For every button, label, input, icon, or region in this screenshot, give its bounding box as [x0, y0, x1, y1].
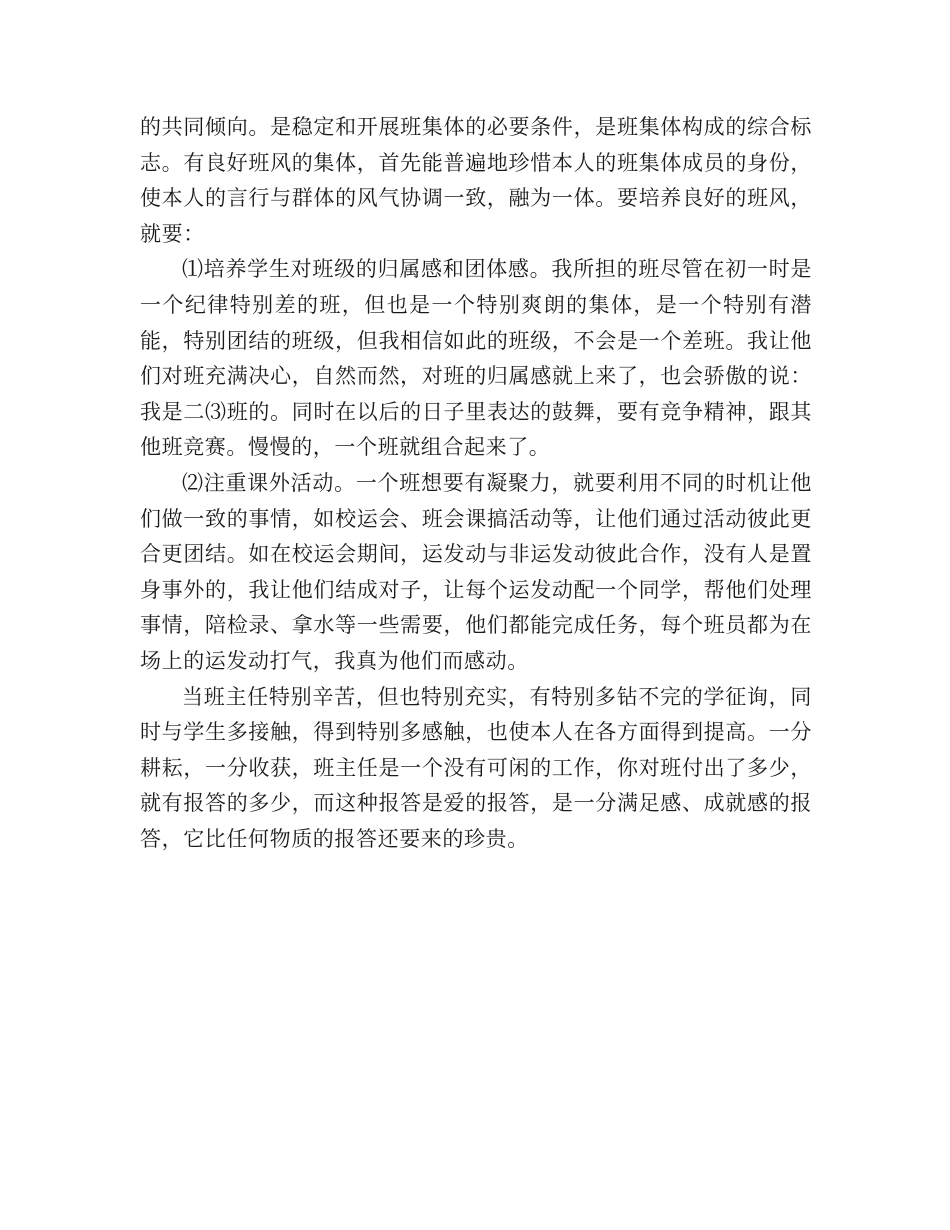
paragraph-conclusion: 当班主任特别辛苦，但也特别充实，有特别多钻不完的学征询，同时与学生多接触，得到特别多感触，也使本人在各方面得到提高。一分耕耘，一分收获，班主任是一个没有可闲的工作，你对班付出了多少，就有报答的多少，而这种报答是爱的报答，是一分满足感、成就感的报答，它比任何物质的报答还要来的珍贵。 [140, 684, 812, 851]
paragraph-extracurricular: ⑵注重课外活动。一个班想要有凝聚力，就要利用不同的时机让他们做一致的事情，如校运会、班会课搞活动等，让他们通过活动彼此更合更团结。如在校运会期间，运发动与非运发动彼此合作，没有人是置身事外的，我让他们结成对子，让每个运发动配一个同学，帮他们处理事情，陪检录、拿水等一些需要，他们都能完成任务，每个班员都为在场上的运发动打气，我真为他们而感动。 [140, 470, 812, 673]
paragraph-class-style-intro: 的共同倾向。是稳定和开展班集体的必要条件，是班集体构成的综合标志。有良好班风的集体，首先能普遍地珍惜本人的班集体成员的身份，使本人的言行与群体的风气协调一致，融为一体。要培养良好的班风，就要： [140, 115, 812, 246]
document-body [140, 110, 812, 857]
paragraph-belonging: ⑴培养学生对班级的归属感和团体感。我所担的班尽管在初一时是一个纪律特别差的班，但也是一个特别爽朗的集体，是一个特别有潜能，特别团结的班级，但我相信如此的班级，不会是一个差班。我让他们对班充满决心，自然而然，对班的归属感就上来了，也会骄傲的说：我是二⑶班的。同时在以后的日子里表达的鼓舞，要有竞争精神，跟其他班竞赛。慢慢的，一个班就组合起来了。 [140, 257, 812, 460]
